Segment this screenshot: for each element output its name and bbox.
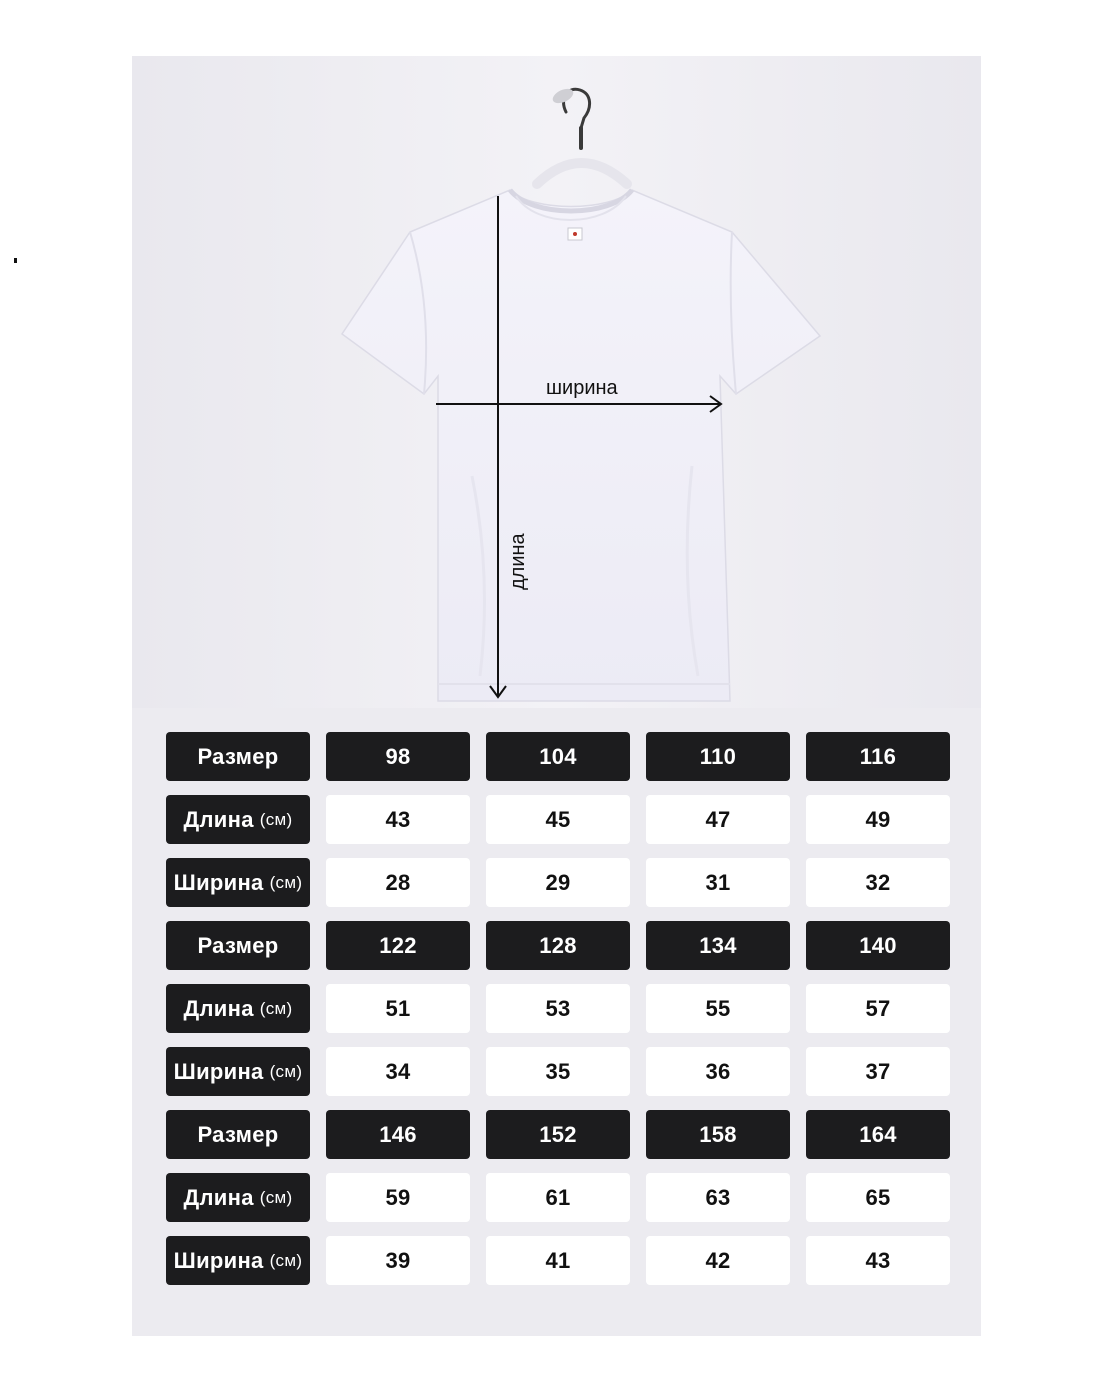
size-value-cell: 152 [486,1110,630,1159]
length-value-cell: 65 [806,1173,950,1222]
unit-label: (см) [269,872,303,892]
width-value-cell: 41 [486,1236,630,1285]
width-value-cell: 32 [806,858,950,907]
size-value-cell: 158 [646,1110,790,1159]
size-label-text: Размер [197,743,279,769]
size-value-cell: 116 [806,732,950,781]
width-value-cell: 29 [486,858,630,907]
width-row [166,858,950,907]
length-value-cell: 61 [486,1173,630,1222]
width-label-cell [166,1236,310,1285]
size-value-cell: 140 [806,921,950,970]
width-value-cell: 39 [326,1236,470,1285]
width-value-cell: 36 [646,1047,790,1096]
width-value-cell: 34 [326,1047,470,1096]
width-label-text: Ширина [173,1058,264,1084]
size-value-cell: 110 [646,732,790,781]
size-label-cell [166,921,310,970]
size-value-cell: 146 [326,1110,470,1159]
size-chart-panel [132,56,981,1336]
length-label-cell [166,984,310,1033]
length-label-text: Длина [183,806,254,832]
width-value-cell: 28 [326,858,470,907]
length-value-cell: 47 [646,795,790,844]
length-value-cell: 53 [486,984,630,1033]
length-value-cell: 49 [806,795,950,844]
stray-mark [14,258,17,263]
length-value-cell: 57 [806,984,950,1033]
width-label-text: Ширина [173,1247,264,1273]
size-label-cell [166,1110,310,1159]
unit-label: (см) [259,998,293,1018]
size-label-text: Размер [197,1121,279,1147]
length-row [166,795,950,844]
length-value-cell: 63 [646,1173,790,1222]
size-value-cell: 164 [806,1110,950,1159]
size-value-cell: 134 [646,921,790,970]
width-label: ширина [546,377,618,399]
size-value-cell: 122 [326,921,470,970]
size-table [166,732,950,1299]
size-row [166,1110,950,1159]
length-value-cell: 45 [486,795,630,844]
length-label-text: Длина [183,995,254,1021]
length-label: длина [507,533,529,590]
length-value-cell: 51 [326,984,470,1033]
width-label-text: Ширина [173,869,264,895]
size-label-cell [166,732,310,781]
length-label-cell [166,1173,310,1222]
width-value-cell: 31 [646,858,790,907]
width-value-cell: 42 [646,1236,790,1285]
size-row [166,732,950,781]
size-value-cell: 128 [486,921,630,970]
size-value-cell: 98 [326,732,470,781]
width-value-cell: 37 [806,1047,950,1096]
width-row [166,1236,950,1285]
width-row [166,1047,950,1096]
unit-label: (см) [259,809,293,829]
width-value-cell: 43 [806,1236,950,1285]
length-label-text: Длина [183,1184,254,1210]
length-label-cell [166,795,310,844]
unit-label: (см) [259,1187,293,1207]
length-value-cell: 59 [326,1173,470,1222]
width-label-cell [166,858,310,907]
length-row [166,1173,950,1222]
width-value-cell: 35 [486,1047,630,1096]
length-row [166,984,950,1033]
length-value-cell: 43 [326,795,470,844]
tshirt-photo [132,56,981,708]
size-value-cell: 104 [486,732,630,781]
length-value-cell: 55 [646,984,790,1033]
unit-label: (см) [269,1061,303,1081]
width-label-cell [166,1047,310,1096]
size-label-text: Размер [197,932,279,958]
size-row [166,921,950,970]
unit-label: (см) [269,1250,303,1270]
